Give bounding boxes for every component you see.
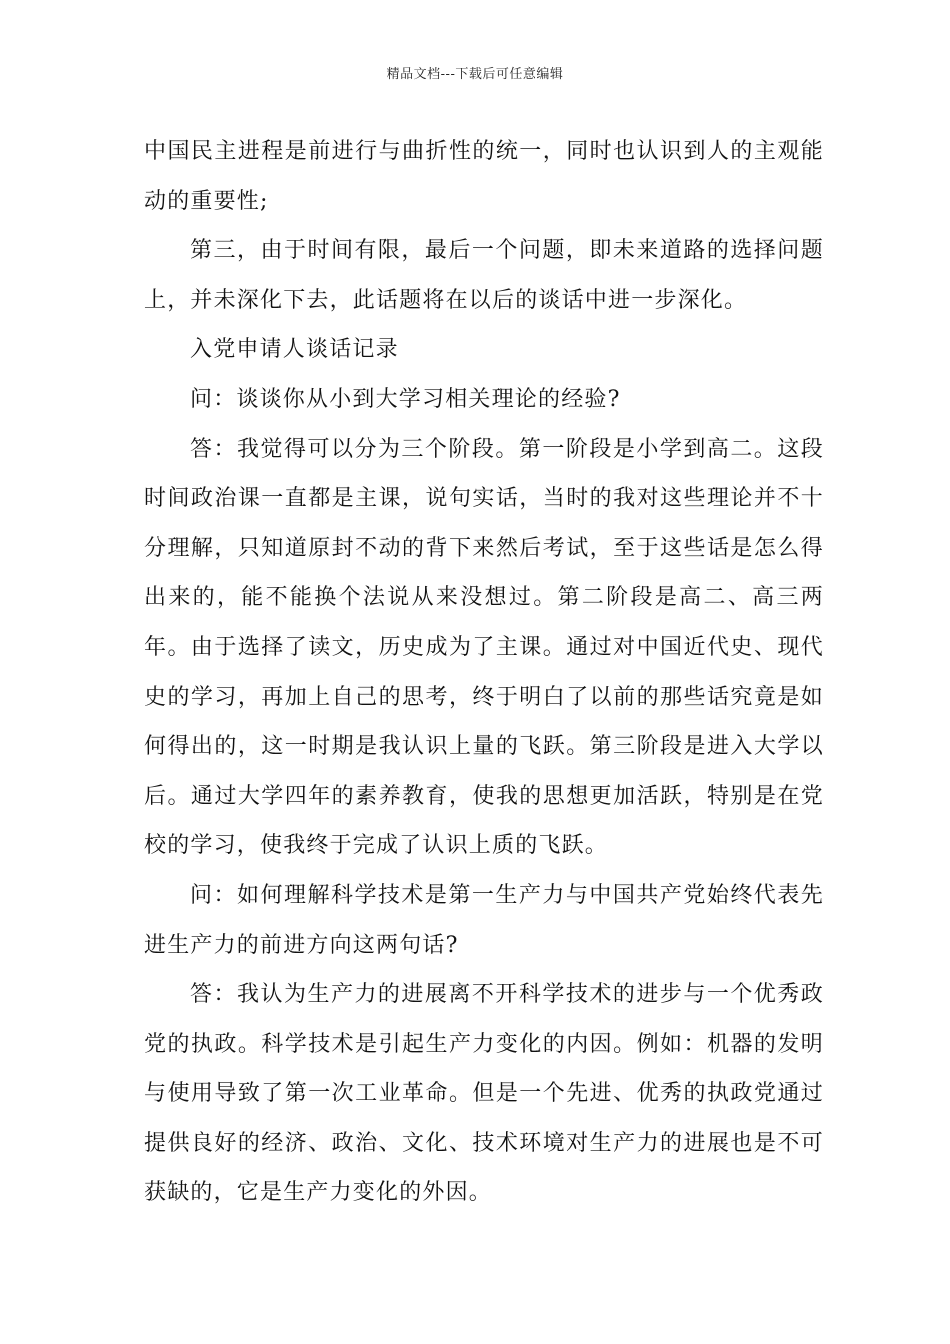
paragraph-third-point: 第三，由于时间有限，最后一个问题，即未来道路的选择问题上，并未深化下去，此话题将在以后的谈话中进一步深化。 xyxy=(144,238,824,313)
paragraph-continuation: 中国民主进程是前进行与曲折性的统一，同时也认识到人的主观能动的重要性; xyxy=(144,139,824,214)
page-header: 精品文档---下载后可任意编辑 xyxy=(386,67,564,82)
answer-1: 答：我觉得可以分为三个阶段。第一阶段是小学到高二。这段时间政治课一直都是主课，说句实话，当时的我对这些理论并不十分理解，只知道原封不动的背下来然后考试，至于这些话是怎么得出来的，能不能换个法说从来没想过。第二阶段是高二、高三两年。由于选择了读文，历史成为了主课。通过对中国近代史、现代史的学习，再加上自己的思考，终于明白了以前的那些话究竟是如何得出的，这一时期是我认识上量的飞跃。第三阶段是进入大学以后。通过大学四年的素养教育，使我的思想更加活跃，特别是在党校的学习，使我终于完成了认识上质的飞跃。 xyxy=(144,436,824,859)
section-title: 入党申请人谈话记录 xyxy=(190,337,399,363)
document-body xyxy=(144,127,824,1218)
question-2: 问：如何理解科学技术是第一生产力与中国共产党始终代表先进生产力的前进方向这两句话? xyxy=(144,882,824,958)
answer-2: 答：我认为生产力的进展离不开科学技术的进步与一个优秀政党的执政。科学技术是引起生产力变化的内因。例如：机器的发明与使用导致了第一次工业革命。但是一个先进、优秀的执政党通过提供良好的经济、政治、文化、技术环境对生产力的进展也是不可获缺的，它是生产力变化的外因。 xyxy=(144,982,824,1206)
question-1: 问：谈谈你从小到大学习相关理论的经验? xyxy=(190,386,621,412)
